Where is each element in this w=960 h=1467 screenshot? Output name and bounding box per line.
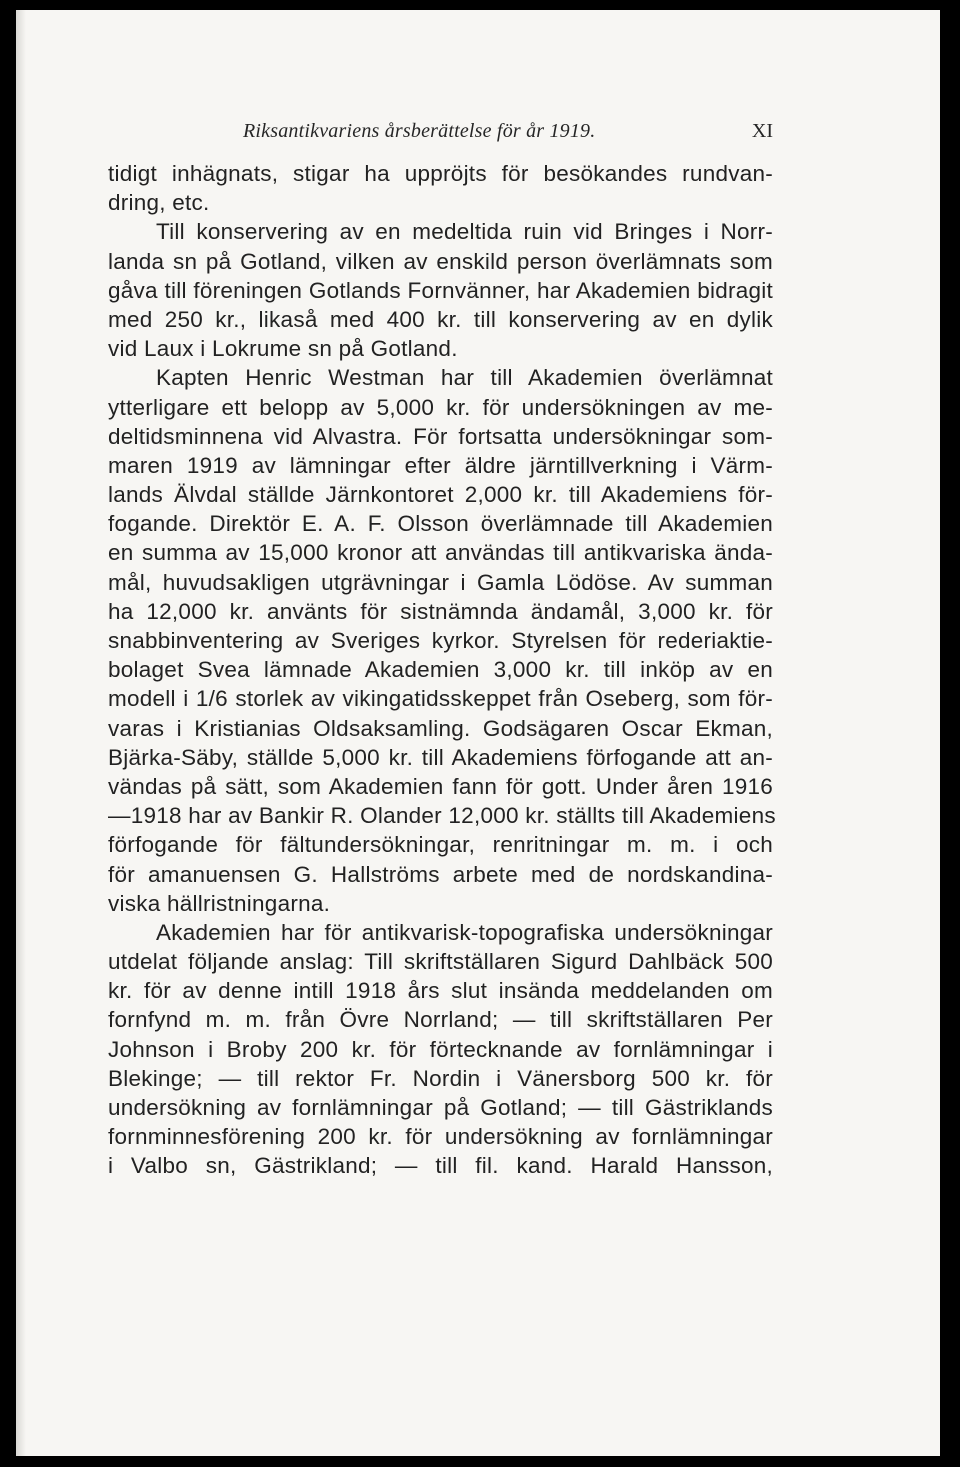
text-line: kr. för av denne intill 1918 års slut insända meddelanden om — [108, 978, 773, 1004]
text-line: fornminnesförening 200 kr. för undersökning av fornlämningar — [108, 1124, 773, 1150]
text-line: snabbinventering av Sveriges kyrkor. Styrelsen för rederiaktie- — [108, 628, 773, 653]
text-line: —1918 har av Bankir R. Olander 12,000 kr. ställts till Akademiens — [108, 803, 776, 829]
text-line: ytterligare ett belopp av 5,000 kr. för undersökningen av me- — [108, 394, 773, 420]
scanned-page — [16, 10, 940, 1456]
text-line: Till konservering av en medeltida ruin vid Bringes i Norr- — [156, 219, 773, 245]
text-line: bolaget Svea lämnade Akademien 3,000 kr. till inköp av en — [108, 657, 773, 683]
text-line: landa sn på Gotland, vilken av enskild person överlämnats som — [108, 248, 773, 274]
text-line: undersökning av fornlämningar på Gotland; — till Gästriklands — [108, 1095, 773, 1120]
page-edge-shadow — [16, 10, 26, 1456]
body-text — [108, 159, 776, 1181]
text-line: modell i 1/6 storlek av vikingatidsskeppet från Oseberg, som för- — [108, 686, 773, 712]
text-line: för amanuensen G. Hallströms arbete med de nordskandina- — [108, 861, 773, 887]
text-line: varas i Kristianias Oldsaksamling. Godsägaren Oscar Ekman, — [108, 715, 773, 741]
page-number: XI — [751, 120, 773, 142]
text-line: fogande. Direktör E. A. F. Olsson överlämnade till Akademien — [108, 511, 773, 537]
text-line: utdelat följande anslag: Till skriftställaren Sigurd Dahlbäck 500 — [108, 949, 773, 975]
text-line: Johnson i Broby 200 kr. för förtecknande av fornlämningar i — [108, 1036, 773, 1062]
text-line: dring, etc. — [108, 190, 210, 216]
text-line: Bjärka-Säby, ställde 5,000 kr. till Akademiens förfogande att an- — [108, 744, 773, 770]
text-line: mål, huvudsakligen utgrävningar i Gamla Lödöse. Av summan — [108, 569, 773, 595]
text-line: med 250 kr., likaså med 400 kr. till konservering av en dylik — [108, 306, 773, 332]
text-line: lands Älvdal ställde Järnkontoret 2,000 kr. till Akademiens för- — [108, 482, 773, 508]
text-line: fornfynd m. m. från Övre Norrland; — till skriftställaren Per — [108, 1007, 773, 1033]
text-line: i Valbo sn, Gästrikland; — till fil. kand. Harald Hansson, — [108, 1153, 773, 1179]
text-line: maren 1919 av lämningar efter äldre järntillverkning i Värm- — [108, 452, 773, 478]
text-line: ha 12,000 kr. använts för sistnämnda ändamål, 3,000 kr. för — [108, 598, 773, 624]
text-line: gåva till föreningen Gotlands Fornvänner, har Akademien bidragit — [108, 277, 773, 303]
running-head — [108, 114, 773, 154]
text-line: vändas på sätt, som Akademien fann för gott. Under åren 1916 — [108, 773, 773, 799]
running-title: Riksantikvariens årsberättelse för år 1919. — [243, 120, 596, 142]
text-line: Blekinge; — till rektor Fr. Nordin i Vänersborg 500 kr. för — [108, 1065, 773, 1091]
text-line: en summa av 15,000 kronor att användas till antikvariska ända- — [108, 540, 773, 566]
text-line: förfogande för fältundersökningar, renritningar m. m. i och — [108, 832, 773, 858]
text-line: deltidsminnena vid Alvastra. För fortsatta undersökningar som- — [108, 423, 773, 449]
text-line: Kapten Henric Westman har till Akademien överlämnat — [156, 365, 773, 391]
text-line: viska hällristningarna. — [108, 890, 331, 916]
text-line: Akademien har för antikvarisk-topografiska undersökningar — [156, 919, 773, 945]
text-line: vid Laux i Lokrume sn på Gotland. — [108, 336, 458, 362]
text-line: tidigt inhägnats, stigar ha uppröjts för besökandes rundvan- — [108, 161, 773, 186]
